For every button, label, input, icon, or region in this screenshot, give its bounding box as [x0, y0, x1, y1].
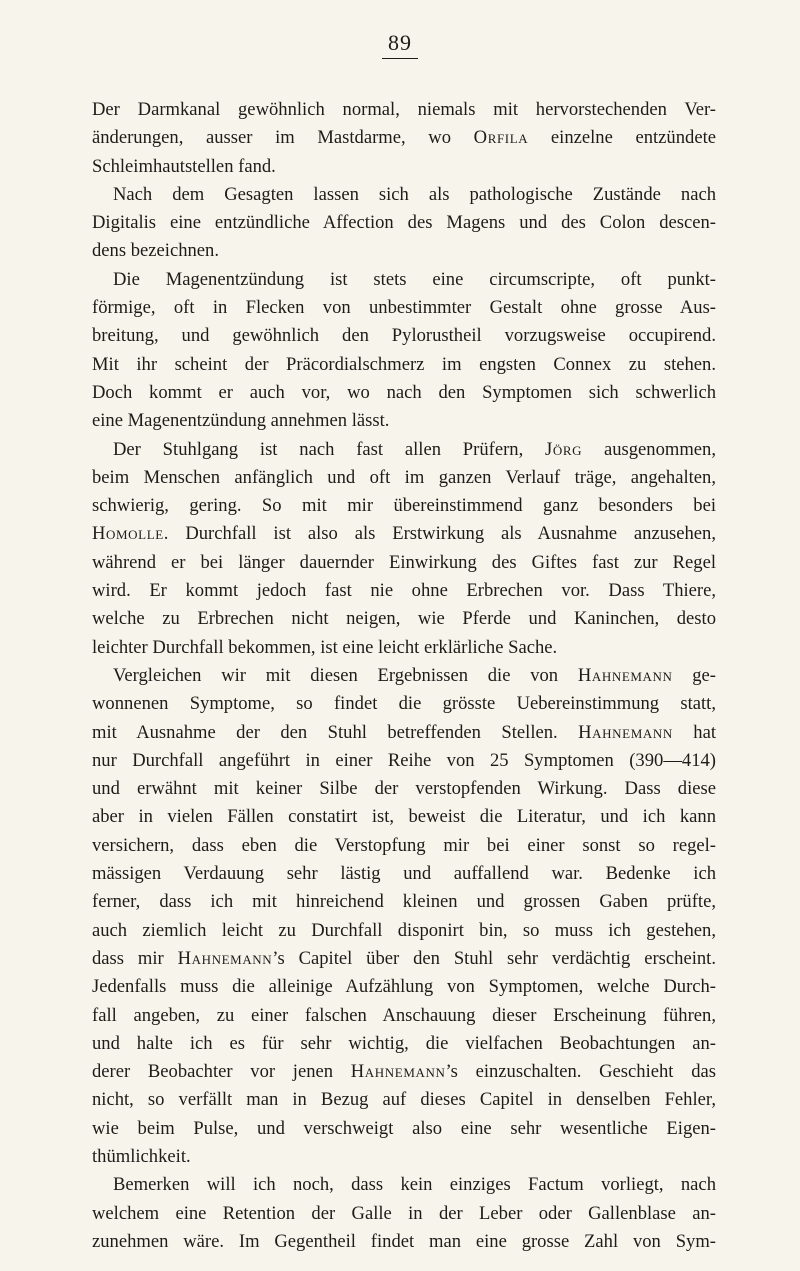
text-line: wonnenen Symptome, so findet die grösste Uebereinstimmung statt,	[92, 693, 716, 715]
text-line: Schleimhautstellen fand.	[92, 155, 276, 177]
body-text	[92, 96, 716, 1256]
text-line: beim Menschen anfänglich und oft im ganzen Verlauf träge, angehalten,	[92, 466, 716, 488]
text-line: aber in vielen Fällen constatirt ist, beweist die Literatur, und ich kann	[92, 806, 716, 828]
text-line: wird. Er kommt jedoch fast nie ohne Erbrechen vor. Dass Thiere,	[92, 580, 716, 602]
text-line: Mit ihr scheint der Präcordialschmerz im engsten Connex zu stehen.	[92, 353, 716, 375]
text-line: fall angeben, zu einer falschen Anschauung dieser Erscheinung führen,	[92, 1004, 716, 1026]
person-name: Hahnemann	[177, 947, 273, 969]
text-line: Doch kommt er auch vor, wo nach den Symptomen sich schwerlich	[92, 381, 716, 403]
text-line: zunehmen wäre. Im Gegentheil findet man eine grosse Zahl von Sym-	[92, 1230, 716, 1252]
text-line: während er bei länger dauernder Einwirkung des Giftes fast zur Regel	[92, 551, 716, 573]
text-line: versichern, dass eben die Verstopfung mir bei einer sonst so regel-	[92, 834, 716, 856]
text-line: dass mir Hahnemann’s Capitel über den Stuhl sehr verdächtig erscheint.	[92, 947, 716, 969]
text-line: welche zu Erbrechen nicht neigen, wie Pferde und Kaninchen, desto	[92, 608, 716, 630]
person-name: Homolle	[92, 523, 164, 545]
text-line: änderungen, ausser im Mastdarme, wo Orfila einzelne entzündete	[92, 127, 716, 149]
text-line: Vergleichen wir mit diesen Ergebnissen die von Hahnemann ge-	[113, 664, 716, 686]
text-line: Bemerken will ich noch, dass kein einziges Factum vorliegt, nach	[113, 1174, 716, 1196]
text-line: schwierig, gering. So mit mir übereinstimmend ganz besonders bei	[92, 495, 716, 517]
person-name: Hahnemann	[350, 1061, 446, 1083]
text-line: mässigen Verdauung sehr lästig und auffallend war. Bedenke ich	[92, 863, 716, 885]
person-name: Orfila	[473, 127, 529, 149]
text-line: und erwähnt mit keiner Silbe der verstopfenden Wirkung. Dass diese	[92, 778, 716, 800]
text-line: welchem eine Retention der Galle in der Leber oder Gallenblase an-	[92, 1202, 716, 1224]
text-line: und halte ich es für sehr wichtig, die vielfachen Beobachtungen an-	[92, 1032, 716, 1054]
text-line: Der Stuhlgang ist nach fast allen Prüfern, Jörg ausgenommen,	[113, 438, 716, 460]
text-line: Digitalis eine entzündliche Affection des Magens und des Colon descen-	[92, 212, 716, 234]
text-line: Die Magenentzündung ist stets eine circumscripte, oft punkt-	[113, 268, 716, 290]
person-name: Jörg	[545, 438, 583, 460]
text-line: förmige, oft in Flecken von unbestimmter Gestalt ohne grosse Aus-	[92, 297, 716, 319]
page-number	[0, 30, 800, 59]
text-line: Der Darmkanal gewöhnlich normal, niemals mit hervorstechenden Ver-	[92, 99, 716, 120]
person-name: Hahnemann	[578, 721, 673, 743]
text-line: nicht, so verfällt man in Bezug auf dieses Capitel in denselben Fehler,	[92, 1089, 716, 1111]
text-line: Jedenfalls muss die alleinige Aufzählung von Symptomen, welche Durch-	[92, 976, 716, 998]
text-line: Nach dem Gesagten lassen sich als pathologische Zustände nach	[113, 183, 716, 205]
text-line: nur Durchfall angeführt in einer Reihe von 25 Symptomen (390—414)	[92, 749, 716, 771]
person-name: Hahnemann	[577, 664, 673, 686]
text-line: derer Beobachter vor jenen Hahnemann’s einzuschalten. Geschieht das	[92, 1061, 716, 1083]
text-line: Homolle. Durchfall ist also als Erstwirkung als Ausnahme anzusehen,	[92, 523, 716, 545]
text-line: thümlichkeit.	[92, 1145, 191, 1167]
text-line: mit Ausnahme der den Stuhl betreffenden Stellen. Hahnemann hat	[92, 721, 716, 743]
text-line: ferner, dass ich mit hinreichend kleinen und grossen Gaben prüfte,	[92, 891, 716, 913]
text-line: dens bezeichnen.	[92, 240, 219, 262]
page-number-text: 89	[382, 30, 418, 59]
text-line: wie beim Pulse, und verschweigt also eine sehr wesentliche Eigen-	[92, 1117, 716, 1139]
text-line: breitung, und gewöhnlich den Pylorustheil vorzugsweise occupirend.	[92, 325, 716, 347]
text-line: auch ziemlich leicht zu Durchfall disponirt bin, so muss ich gestehen,	[92, 919, 716, 941]
text-line: leichter Durchfall bekommen, ist eine leicht erklärliche Sache.	[92, 636, 558, 658]
text-line: eine Magenentzündung annehmen lässt.	[92, 410, 390, 432]
